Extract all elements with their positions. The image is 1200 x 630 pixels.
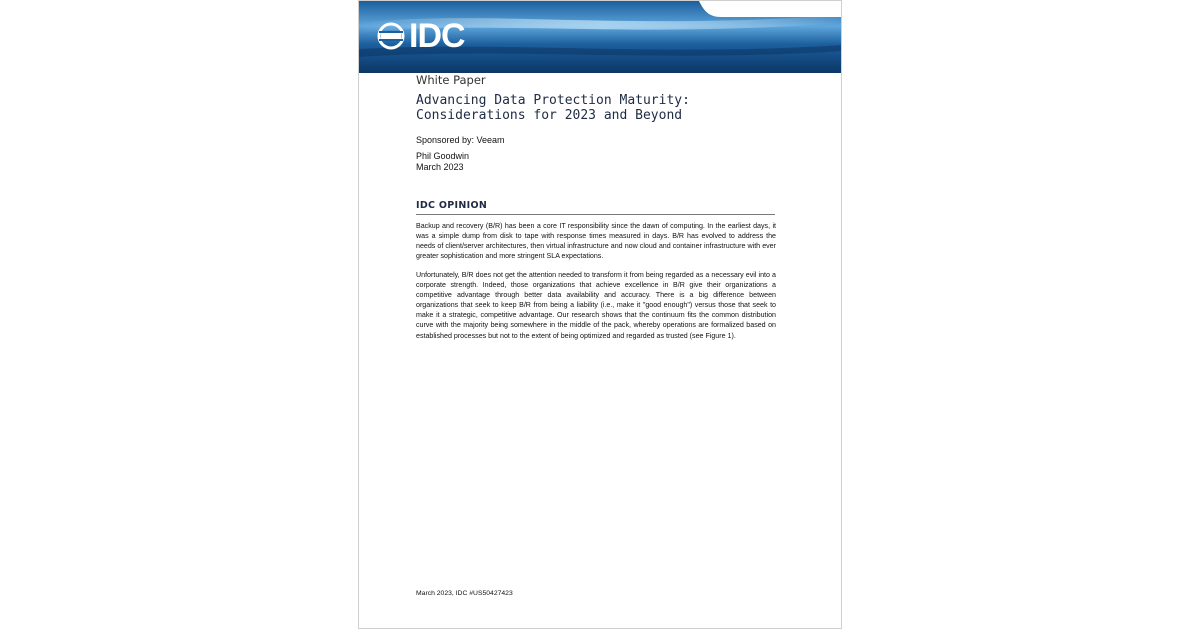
header-banner	[359, 1, 842, 73]
paragraph: Backup and recovery (B/R) has been a core IT responsibility since the dawn of computing. In the earliest days, it was a simple dump from disk to tape with response times measured in days. B/R has evolved to address the needs of client/server architectures, then virtual infrastructure and now cloud and container infrastructure with ever greater sophistication and more stringent SLA expectations.	[416, 222, 776, 261]
logo-text: IDC	[409, 17, 465, 55]
section-heading: IDC OPINION	[416, 200, 775, 215]
globe-icon	[377, 22, 405, 50]
document-type-label: White Paper	[416, 73, 486, 87]
sponsor-line: Sponsored by: Veeam	[416, 135, 505, 145]
author-block	[416, 151, 469, 172]
document-title: Advancing Data Protection Maturity: Considerations for 2023 and Beyond	[416, 93, 690, 123]
publication-date: March 2023	[416, 161, 464, 172]
idc-logo	[377, 19, 465, 53]
page-footer: March 2023, IDC #US50427423	[416, 590, 513, 597]
document-page	[358, 0, 842, 629]
author-name: Phil Goodwin	[416, 151, 470, 161]
paragraph: Unfortunately, B/R does not get the attention needed to transform it from being regarded as a necessary evil into a corporate strength. Indeed, those organizations that achieve excellence in B/R give their organizations a competitive advantage through better data availability and accuracy. There is a big difference between organizations that seek to keep B/R from being a liability (i.e., make it "good enough") versus those that seek to make it a strategic, competitive advantage. Our research shows that the continuum fits the common distribution curve with the majority being somewhere in the middle of the pack, whereby operations are formalized based on established processes but not to the extent of being optimized and regarded as trusted (see Figure 1).	[416, 271, 776, 340]
